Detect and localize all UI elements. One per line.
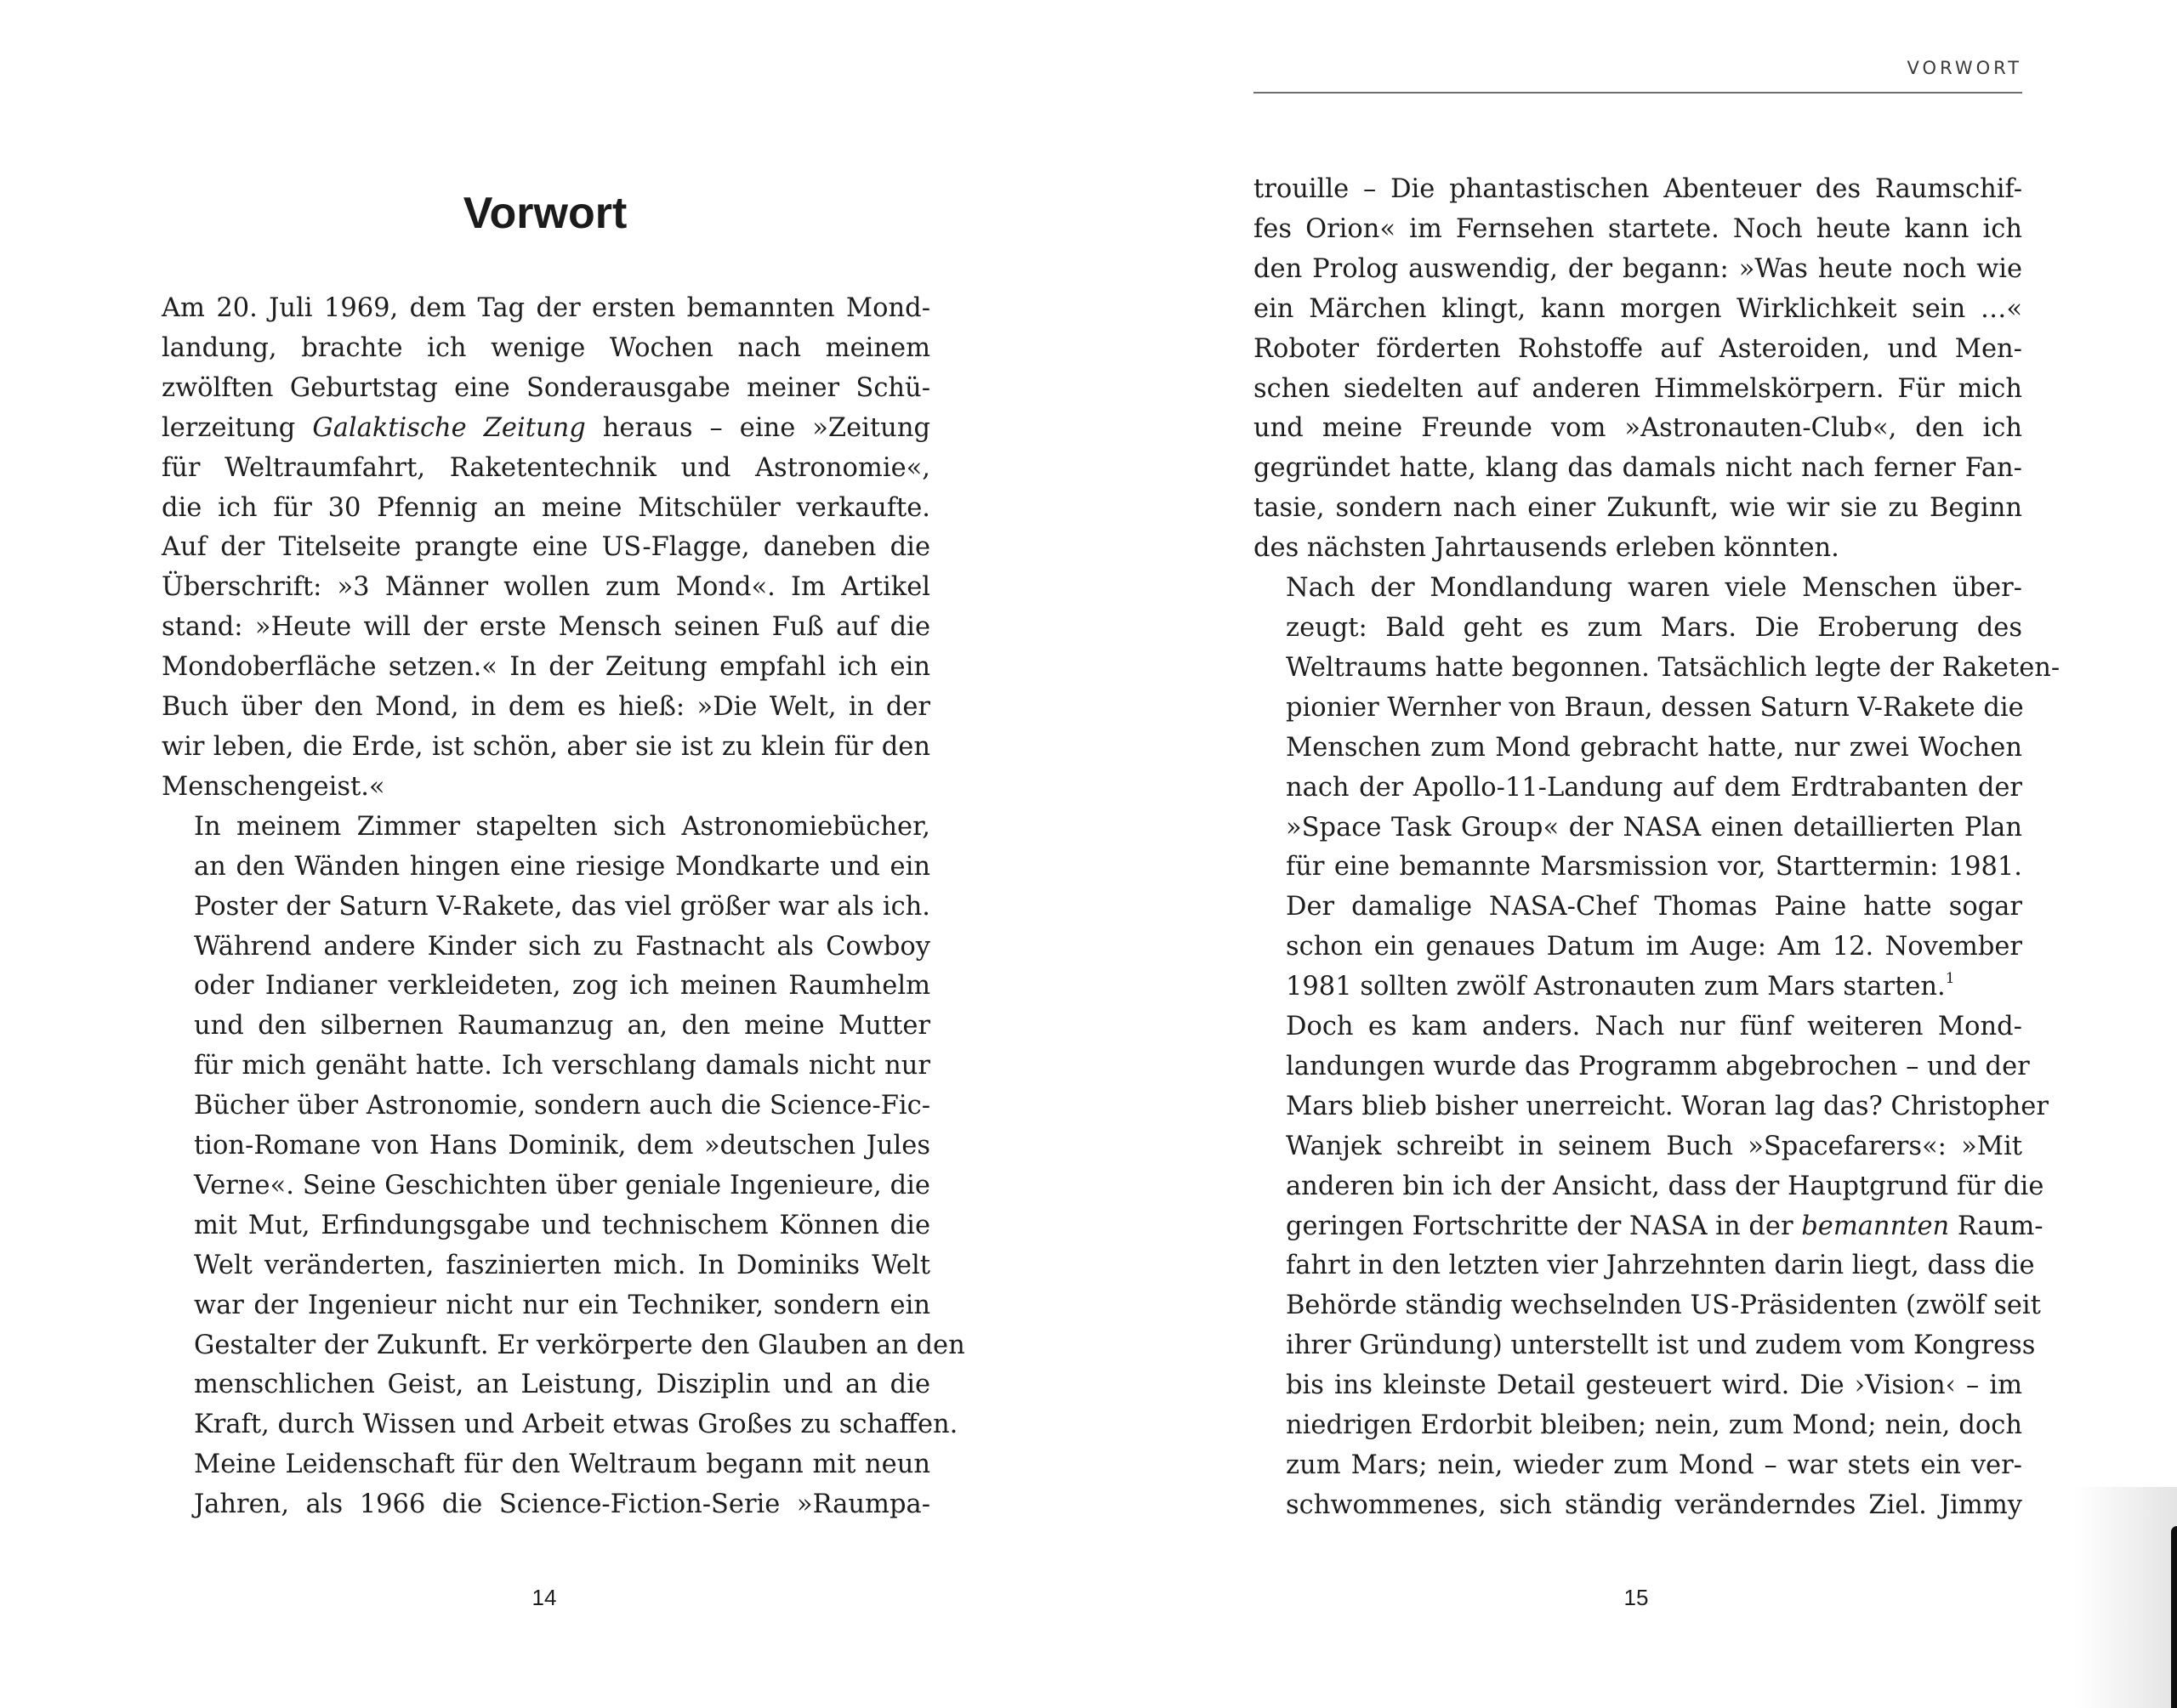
text-line (1253, 609, 2022, 649)
text-run: Während andere Kinder sich zu Fastnacht als Cowboy (194, 931, 930, 962)
text-run: tion-Romane von Hans Dominik, dem »deutschen Jules (194, 1131, 930, 1161)
text-line (1253, 569, 2022, 609)
text-line (162, 608, 930, 648)
text-run: Mondoberfläche setzen.« In der Zeitung empfahl ich ein (162, 652, 930, 683)
text-run: und den silbernen Raumanzug an, den meine Mutter (194, 1011, 930, 1041)
text-line (162, 648, 930, 688)
text-run: schwommenes, sich ständig veränderndes Ziel. Jimmy (1286, 1490, 2022, 1520)
text-run: pionier Wernher von Braun, dessen Saturn V-Rakete die (1286, 692, 2024, 723)
text-run: fes Orion« im Fernsehen startete. Noch heute kann ich (1253, 213, 2022, 244)
text-line (162, 1047, 930, 1087)
text-line (162, 888, 930, 928)
page-edge (2171, 1526, 2177, 1708)
text-run: war der Ingenieur nicht nur ein Techniker, sondern ein (194, 1290, 930, 1320)
text-line (1253, 689, 2022, 729)
text-line (162, 1087, 930, 1126)
text-line (162, 967, 930, 1007)
text-run: »Space Task Group« der NASA einen detaillierten Plan (1286, 812, 2022, 843)
text-line (1253, 449, 2022, 489)
text-line (1253, 370, 2022, 410)
text-line (1253, 1366, 2022, 1406)
text-line (162, 369, 930, 409)
text-run: wir leben, die Erde, ist schön, aber sie ist zu klein für den (162, 731, 930, 762)
text-line (1253, 1286, 2041, 1326)
text-line (1253, 170, 2022, 210)
text-run: Doch es kam anders. Nach nur fünf weiteren Mond- (1286, 1012, 2022, 1042)
text-run: Poster der Saturn V-Rakete, das viel größer war als ich. (194, 891, 930, 922)
text-line (162, 1445, 930, 1485)
text-line (162, 728, 930, 768)
right-page (1088, 0, 2177, 1708)
text-line (1253, 769, 2022, 809)
text-line (1253, 290, 2022, 330)
text-run: tasie, sondern nach einer Zukunft, wie wir sie zu Beginn (1253, 493, 2022, 524)
text-line (1253, 409, 2022, 449)
text-run: Gestalter der Zukunft. Er verkörperte den Glauben an den (194, 1330, 965, 1360)
text-line (162, 289, 930, 329)
text-line (1253, 1007, 2022, 1047)
text-run: gegründet hatte, klang das damals nicht nach ferner Fan- (1253, 453, 2022, 484)
page-number-left: 14 (531, 1585, 557, 1610)
text-run: an den Wänden hingen eine riesige Mondkarte und ein (194, 851, 930, 882)
text-run: Nach der Mondlandung waren viele Menschen über- (1286, 573, 2022, 604)
text-run: landung, brachte ich wenige Wochen nach meinem (162, 332, 930, 363)
text-line (1253, 489, 2022, 529)
text-run: lerzeitung (162, 412, 313, 443)
text-run: Überschrift: »3 Männer wollen zum Mond«. Im Artikel (162, 572, 930, 603)
text-run: Raum- (1949, 1211, 2043, 1241)
text-line (1253, 848, 2022, 888)
text-line (1253, 1047, 2030, 1087)
paragraph (1253, 569, 2060, 1007)
text-line (1253, 1446, 2022, 1486)
text-line (1253, 1167, 2044, 1207)
text-run: zum Mars; nein, wieder zum Mond – war stets ein ver- (1286, 1450, 2022, 1480)
text-line (1253, 330, 2022, 370)
text-line (1253, 1486, 2022, 1526)
paragraph (162, 1445, 930, 1525)
text-run: Kraft, durch Wissen und Arbeit etwas Großes zu schaffen. (194, 1410, 958, 1440)
text-run: Meine Leidenschaft für den Weltraum begann mit neun (194, 1450, 930, 1480)
text-run: mit Mut, Erfindungsgabe und technischem Können die (194, 1210, 930, 1240)
italic-text: bemannten (1801, 1211, 1950, 1241)
text-line (162, 1485, 930, 1525)
text-line (1253, 1207, 2043, 1247)
text-run: oder Indianer verkleideten, zog ich meinen Raumhelm (194, 971, 930, 1002)
paragraph (1253, 170, 2022, 569)
text-line (1253, 210, 2022, 250)
text-line (162, 1206, 930, 1246)
left-page-body (162, 289, 965, 1525)
text-line (1253, 529, 2022, 569)
text-run: den Prolog auswendig, der begann: »Was heute noch wie (1253, 253, 2022, 284)
text-line (162, 688, 930, 728)
text-line (1253, 1326, 2036, 1366)
text-run: für eine bemannte Marsmission vor, Starttermin: 1981. (1286, 852, 2022, 882)
paragraph (1253, 1007, 2049, 1526)
text-line (1253, 928, 2022, 967)
text-line (162, 848, 930, 888)
left-page (0, 0, 1088, 1708)
running-head-rule (1253, 92, 2022, 94)
text-line (162, 409, 930, 449)
text-line (162, 449, 930, 489)
text-line (162, 1405, 958, 1445)
text-run: Behörde ständig wechselnden US-Präsidenten (zwölf seit (1286, 1291, 2041, 1321)
text-run: Jahren, als 1966 die Science-Fiction-Serie »Raumpa- (194, 1490, 930, 1520)
text-run: schen siedelten auf anderen Himmelskörpern. Für mich (1253, 373, 2022, 404)
text-run: Roboter förderten Rohstoffe auf Asteroiden, und Men- (1253, 333, 2022, 364)
paragraph (162, 808, 965, 1446)
text-run: Auf der Titelseite prangte eine US-Flagge, daneben die (162, 532, 930, 563)
text-run: ein Märchen klingt, kann morgen Wirklichkeit sein …« (1253, 293, 2022, 324)
text-run: Mars blieb bisher unerreicht. Woran lag das? Christopher (1286, 1091, 2049, 1121)
text-line (162, 1166, 930, 1206)
text-run: Wanjek schreibt in seinem Buch »Spacefarers«: »Mit (1286, 1131, 2022, 1161)
text-run: schon ein genaues Datum im Auge: Am 12. November (1286, 932, 2022, 962)
text-line (1253, 967, 2022, 1007)
text-run: niedrigen Erdorbit bleiben; nein, zum Mond; nein, doch (1286, 1410, 2022, 1441)
text-run: des nächsten Jahrtausends erleben könnten. (1253, 533, 1839, 564)
text-run: zwölften Geburtstag eine Sonderausgabe meiner Schü- (162, 372, 930, 403)
text-run: In meinem Zimmer stapelten sich Astronomiebücher, (194, 811, 930, 842)
text-run: für mich genäht hatte. Ich verschlang damals nicht nur (194, 1051, 930, 1081)
text-line (162, 1286, 930, 1326)
text-line (162, 1326, 965, 1366)
text-run: trouille – Die phantastischen Abenteuer des Raumschif- (1253, 174, 2022, 204)
text-line (162, 1007, 930, 1047)
text-run: für Weltraumfahrt, Raketentechnik und Astronomie«, (162, 452, 930, 483)
running-head: VORWORT (1907, 58, 2022, 78)
text-run: stand: »Heute will der erste Mensch seinen Fuß auf die (162, 612, 930, 643)
text-run: Verne«. Seine Geschichten über geniale Ingenieure, die (194, 1170, 930, 1200)
text-run: heraus – eine »Zeitung (585, 412, 930, 443)
text-line (1253, 250, 2022, 290)
text-run: Menschengeist.« (162, 771, 385, 802)
page-number-right: 15 (1623, 1585, 1649, 1610)
text-run: menschlichen Geist, an Leistung, Disziplin und an die (194, 1370, 930, 1400)
text-run: die ich für 30 Pfennig an meine Mitschüler verkaufte. (162, 492, 930, 523)
right-page-body (1253, 170, 2060, 1526)
text-run: Weltraums hatte begonnen. Tatsächlich legte der Raketen- (1286, 652, 2060, 683)
text-run: landungen wurde das Programm abgebrochen – und der (1286, 1051, 2030, 1081)
text-line (1253, 649, 2060, 689)
text-run: Menschen zum Mond gebracht hatte, nur zwei Wochen (1286, 732, 2022, 763)
text-line (1253, 1127, 2022, 1167)
footnote-marker: 1 (1945, 970, 1955, 988)
text-line (1253, 729, 2022, 769)
text-run: zeugt: Bald geht es zum Mars. Die Eroberung des (1286, 612, 2022, 643)
text-run: und meine Freunde vom »Astronauten-Club«, den ich (1253, 413, 2022, 444)
text-line (1253, 1087, 2049, 1127)
text-run: geringen Fortschritte der NASA in der (1286, 1211, 1802, 1241)
italic-text: Galaktische Zeitung (312, 412, 586, 443)
text-run: anderen bin ich der Ansicht, dass der Hauptgrund für die (1286, 1171, 2044, 1201)
text-line (162, 928, 930, 967)
text-run: Der damalige NASA-Chef Thomas Paine hatte sogar (1286, 892, 2022, 922)
text-line (162, 1246, 930, 1286)
text-line (1253, 888, 2022, 928)
text-run: Am 20. Juli 1969, dem Tag der ersten bemannten Mond- (162, 293, 930, 323)
text-run: ihrer Gründung) unterstellt ist und zudem vom Kongress (1286, 1331, 2036, 1361)
text-line (1253, 809, 2022, 848)
text-line (162, 1365, 930, 1405)
paragraph (162, 289, 930, 808)
text-run: Welt veränderten, faszinierten mich. In Dominiks Welt (194, 1250, 930, 1280)
text-run: fahrt in den letzten vier Jahrzehnten darin liegt, dass die (1286, 1251, 2035, 1281)
text-line (162, 528, 930, 568)
text-line (162, 568, 930, 608)
text-line (162, 489, 930, 529)
page-curl-shadow (2075, 1487, 2177, 1708)
text-run: bis ins kleinste Detail gesteuert wird. Die ›Vision‹ – im (1286, 1370, 2022, 1401)
text-line (162, 329, 930, 369)
text-line (1253, 1406, 2022, 1446)
text-run: 1981 sollten zwölf Astronauten zum Mars starten. (1286, 972, 1946, 1002)
text-line (162, 768, 930, 808)
text-line (1253, 1246, 2035, 1286)
text-line (162, 1126, 930, 1166)
text-run: Bücher über Astronomie, sondern auch die Science-Fic- (194, 1091, 930, 1121)
text-line (162, 808, 930, 848)
text-run: Buch über den Mond, in dem es hieß: »Die Welt, in der (162, 692, 930, 723)
text-run: nach der Apollo-11-Landung auf dem Erdtrabanten der (1286, 772, 2022, 803)
chapter-title: Vorwort (463, 188, 628, 238)
